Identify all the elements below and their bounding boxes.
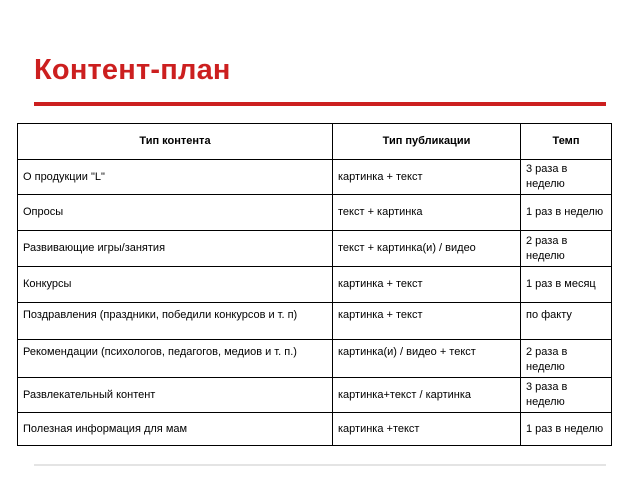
table-row xyxy=(18,378,612,413)
cell-content-type: Поздравления (праздники, победили конкурсов и т. п) xyxy=(18,303,333,340)
header-pace: Темп xyxy=(521,124,612,160)
slide-title: Контент-план xyxy=(34,54,231,86)
cell-pace: 3 раза в неделю xyxy=(521,160,612,195)
cell-pace: 1 раз в месяц xyxy=(521,267,612,303)
cell-content-type: О продукции "L" xyxy=(18,160,333,195)
header-content-type: Тип контента xyxy=(18,124,333,160)
title-underline xyxy=(34,102,606,106)
cell-publication-type: картинка + текст xyxy=(333,267,521,303)
cell-publication-type: картинка + текст xyxy=(333,303,521,340)
cell-pace: 1 раз в неделю xyxy=(521,195,612,231)
cell-publication-type: картинка +текст xyxy=(333,413,521,446)
cell-content-type: Конкурсы xyxy=(18,267,333,303)
table-header-row xyxy=(18,124,612,160)
cell-publication-type: текст + картинка xyxy=(333,195,521,231)
cell-content-type: Рекомендации (психологов, педагогов, медиов и т. п.) xyxy=(18,340,333,378)
cell-content-type: Полезная информация для мам xyxy=(18,413,333,446)
table-row xyxy=(18,195,612,231)
table-row xyxy=(18,340,612,378)
cell-content-type: Развлекательный контент xyxy=(18,378,333,413)
cell-pace: 1 раз в неделю xyxy=(521,413,612,446)
cell-publication-type: картинка+текст / картинка xyxy=(333,378,521,413)
cell-content-type: Развивающие игры/занятия xyxy=(18,231,333,267)
cell-content-type: Опросы xyxy=(18,195,333,231)
content-plan-table xyxy=(17,123,612,446)
cell-publication-type: текст + картинка(и) / видео xyxy=(333,231,521,267)
table-row xyxy=(18,267,612,303)
header-publication-type: Тип публикации xyxy=(333,124,521,160)
footer-divider xyxy=(34,464,606,466)
cell-publication-type: картинка + текст xyxy=(333,160,521,195)
cell-pace: 2 раза в неделю xyxy=(521,231,612,267)
cell-publication-type: картинка(и) / видео + текст xyxy=(333,340,521,378)
cell-pace: 2 раза в неделю xyxy=(521,340,612,378)
table-row xyxy=(18,160,612,195)
cell-pace: 3 раза в неделю xyxy=(521,378,612,413)
table-row xyxy=(18,303,612,340)
table-row xyxy=(18,413,612,446)
table-row xyxy=(18,231,612,267)
cell-pace: по факту xyxy=(521,303,612,340)
